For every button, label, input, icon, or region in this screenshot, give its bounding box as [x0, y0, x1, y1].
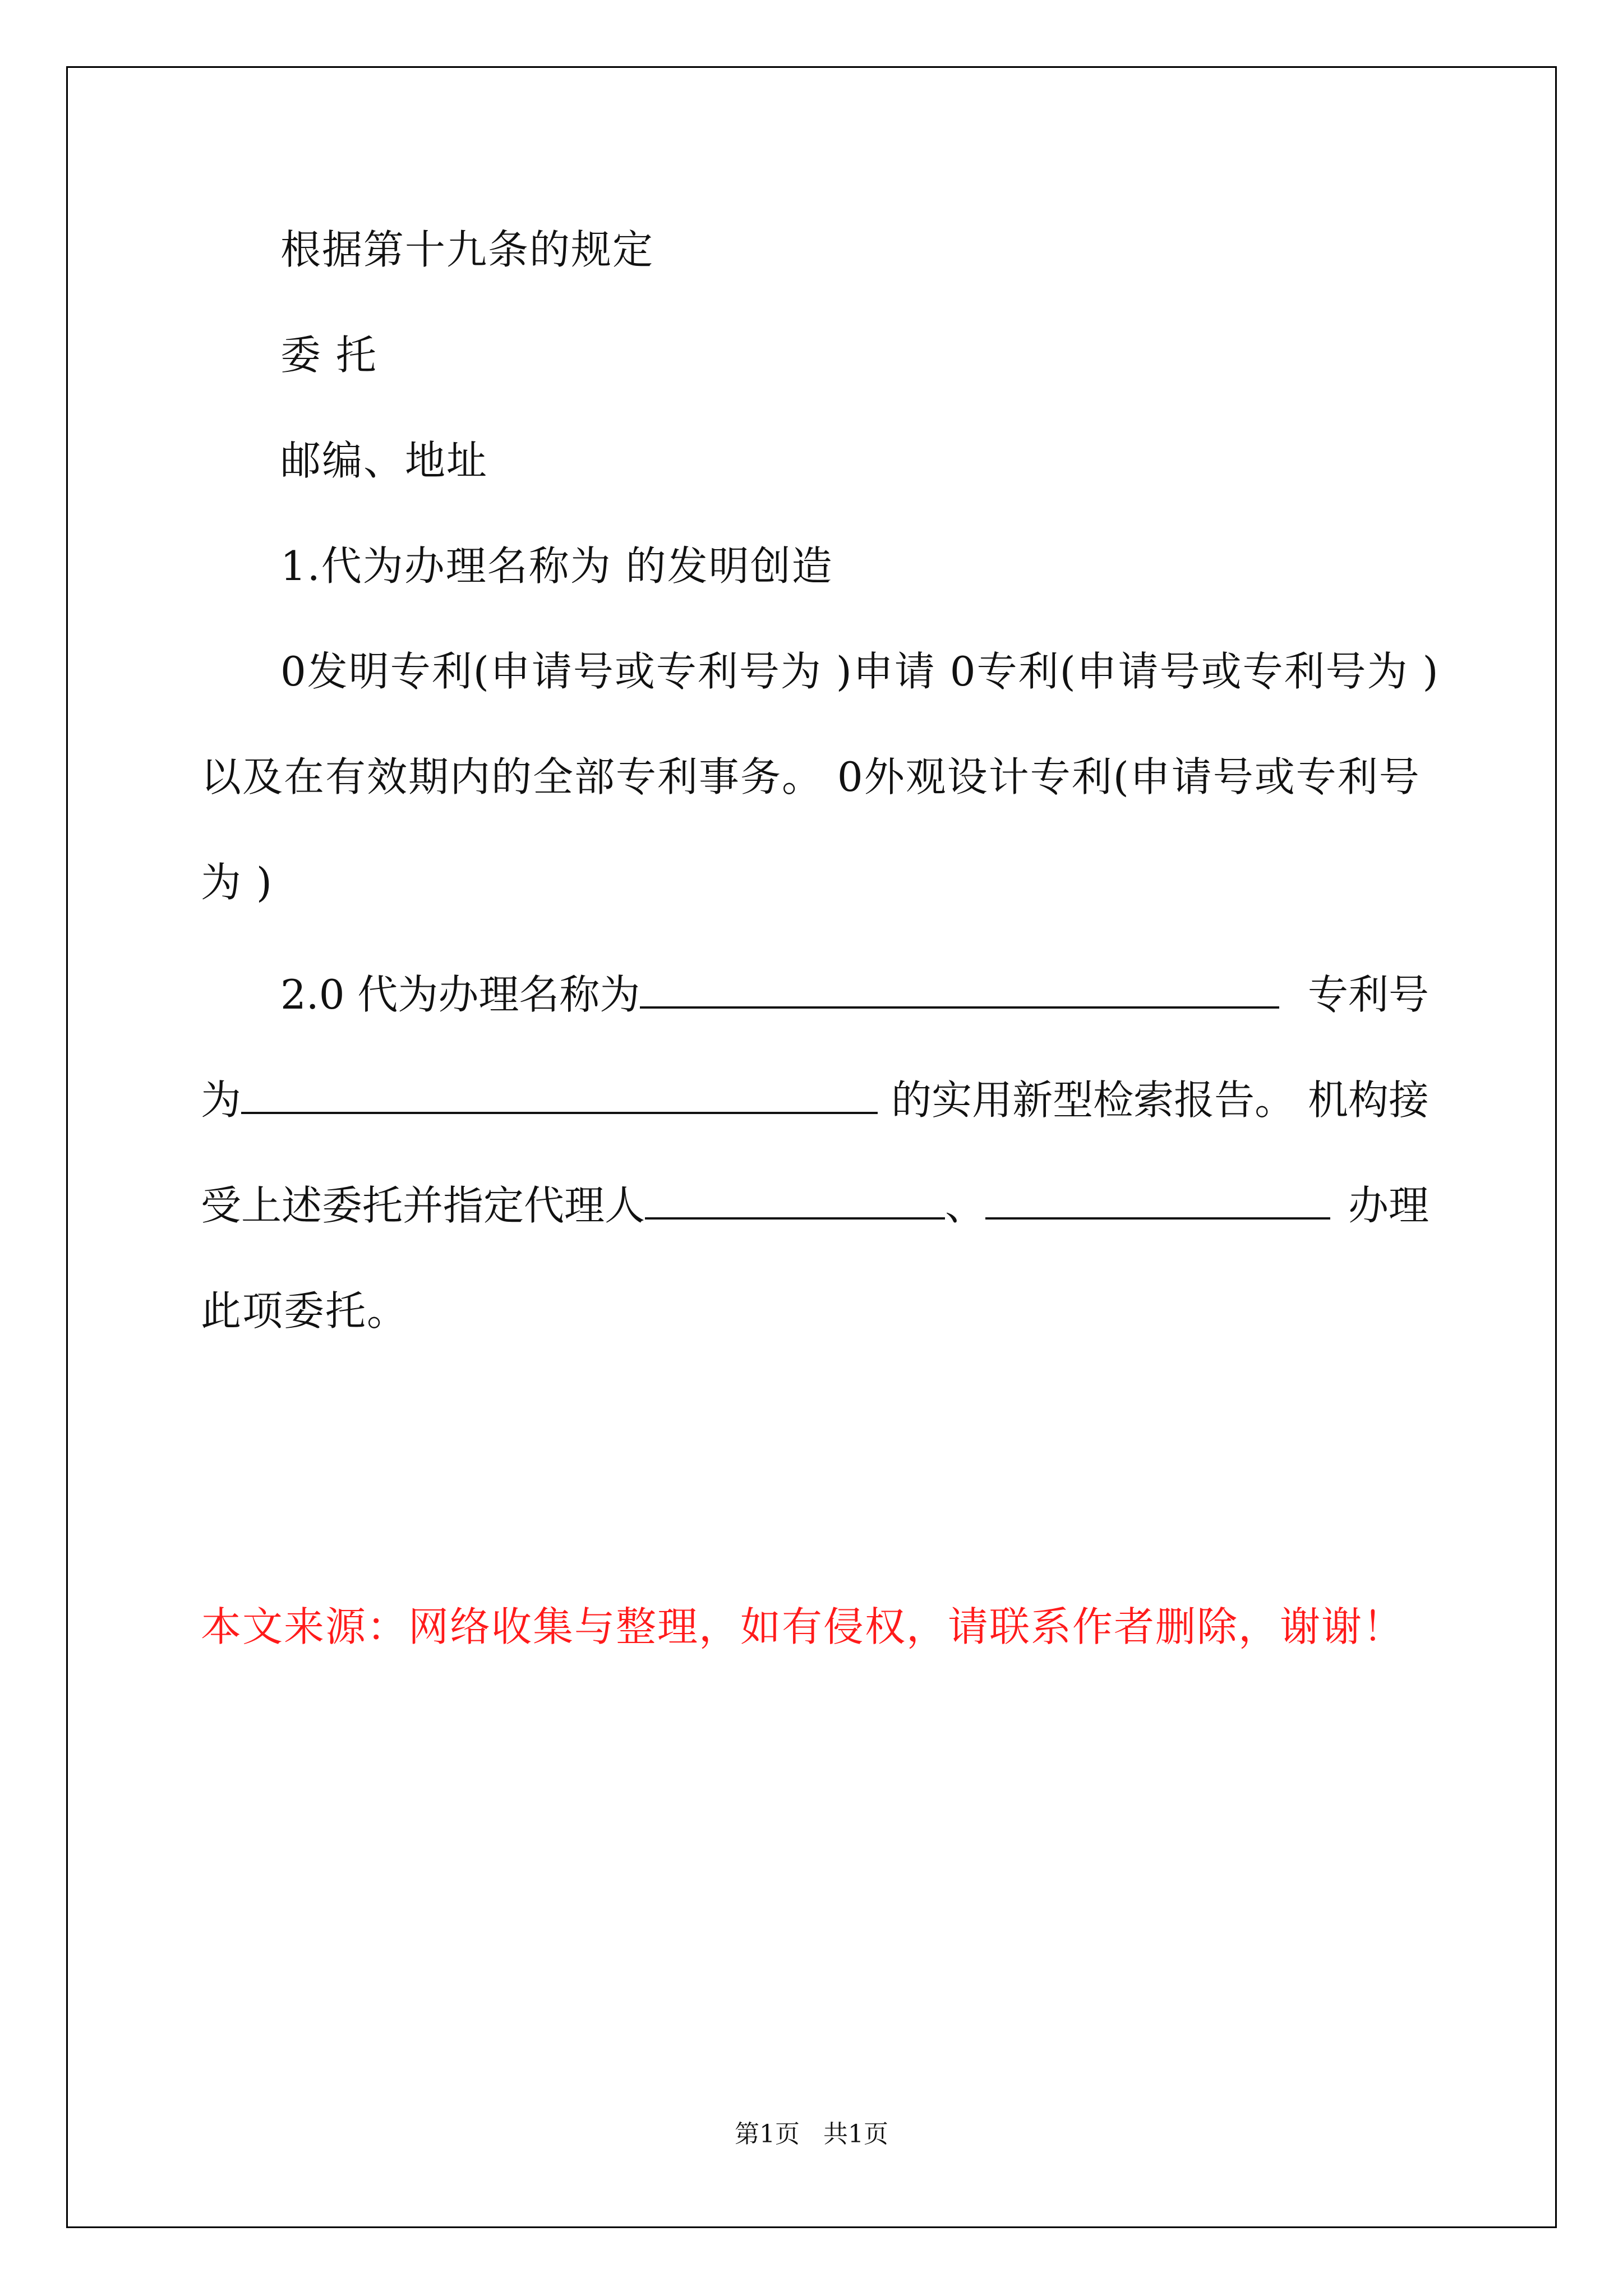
item-2-label: 2.0 代为办理名称为: [280, 971, 640, 1018]
search-report-text: 的实用新型检索报告。 机构接: [891, 1076, 1429, 1124]
for-label: 为: [201, 1076, 242, 1124]
paragraph-patent-line-2: 以及在有效期内的全部专利事务。 0外观设计专利(申请号或专利号: [201, 753, 1421, 800]
page-border: [66, 66, 1557, 2228]
agent-blank-1: [645, 1179, 945, 1220]
patent-number-label: 专利号: [1307, 971, 1429, 1018]
paragraph-item-1: 1.代为办理名称为 的发明创造: [280, 542, 833, 590]
source-notice: 本文来源：网络收集与整理，如有侵权，请联系作者删除，谢谢！: [201, 1603, 1405, 1650]
paragraph-item-2-line-3: [201, 1175, 1429, 1236]
paragraph-item-2-line-4: 此项委托。: [201, 1287, 409, 1335]
page-footer: 第1页 共1页: [735, 2120, 888, 2148]
paragraph-address: 邮编、地址: [280, 437, 488, 484]
paragraph-item-2-line-1: [201, 964, 1429, 1025]
agent-blank-2: [985, 1179, 1330, 1220]
paragraph-item-2-line-2: [201, 1069, 1429, 1131]
handle-text: 办理: [1348, 1182, 1429, 1229]
paragraph-basis: 根据第十九条的规定: [280, 226, 654, 273]
paragraph-entrust: 委 托: [280, 332, 377, 379]
name-blank: [640, 968, 1279, 1009]
paragraph-patent-line-3: 为 ): [201, 859, 273, 906]
agent-designation-text: 受上述委托并指定代理人: [201, 1182, 645, 1229]
patent-number-blank: [241, 1074, 878, 1114]
agent-separator: 、: [945, 1182, 986, 1229]
paragraph-patent-line-1: 0发明专利(申请号或专利号为 )申请 0专利(申请号或专利号为 ): [280, 648, 1440, 695]
